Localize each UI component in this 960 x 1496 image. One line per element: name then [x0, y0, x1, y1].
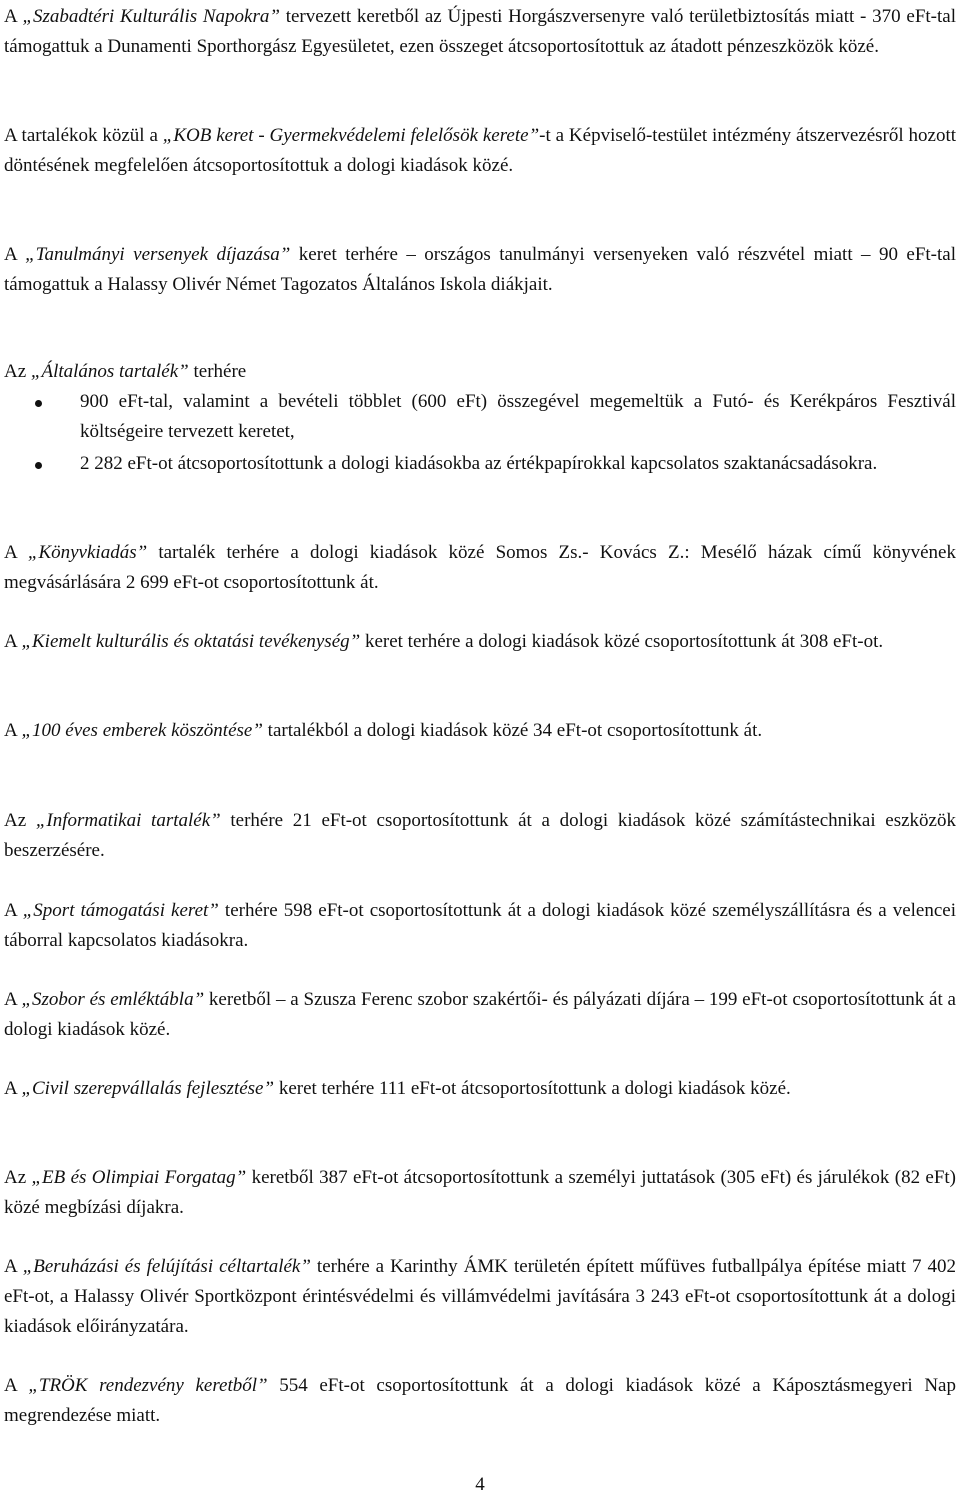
paragraph-kob-keret	[4, 121, 956, 181]
italic-term: „KOB keret - Gyermekvédelemi felelősök kerete”	[162, 125, 540, 146]
paragraph-beruhazasi-celtartalek	[4, 1252, 956, 1342]
text-run: -t a Képviselő-testület intézmény átszervezésről hozott döntésének megfelelően átcsoportosítottuk a dologi kiadások közé.	[4, 125, 957, 176]
text-run: A	[4, 244, 26, 265]
text-run: Az	[4, 810, 36, 831]
italic-term: „100 éves emberek köszöntése”	[21, 720, 263, 741]
text-run: A	[4, 542, 28, 563]
paragraph-informatikai-tartalek	[4, 806, 956, 866]
italic-term: „Szobor és emléktábla”	[21, 989, 205, 1010]
paragraph-kiemelt-kulturalis	[4, 627, 956, 657]
text-run: keretből – a Szusza Ferenc szobor szakértői- és pályázati díjára – 199 eFt-ot csoportosítottunk át a dologi kiadások közé.	[4, 989, 956, 1040]
text-run: keret terhére a dologi kiadások közé csoportosítottunk át 308 eFt-ot.	[360, 631, 884, 652]
italic-term: „TRÖK rendezvény keretből”	[28, 1375, 268, 1396]
text-run: tervezett keretből az Újpesti Horgászversenyre való területbiztosítás miatt - 370 eFt-tal támogattuk a Dunamenti Sporthorgász Egyesületet, ezen összeget átcsoportosítottuk az átadott pénzeszközök közé.	[4, 6, 956, 57]
italic-term: „EB és Olimpiai Forgatag”	[31, 1167, 247, 1188]
italic-term: „Szabadtéri Kulturális Napokra”	[22, 6, 280, 27]
paragraph-szobor-es-emlektabla	[4, 985, 956, 1045]
text-run: A	[4, 720, 22, 741]
paragraph-eb-olimpiai-forgatag	[4, 1163, 956, 1223]
italic-term: „Könyvkiadás”	[27, 542, 148, 563]
paragraph-sport-tamogatasi-keret	[4, 896, 956, 956]
text-run: A tartalékok közül a	[4, 125, 163, 146]
text-run: terhére	[188, 361, 247, 382]
text-run: A	[4, 631, 22, 652]
paragraph-civil-szerepvallalas	[4, 1074, 956, 1104]
text-run: 554 eFt-ot csoportosítottunk át a dologi kiadások közé a Káposztásmegyeri Nap megrendezése miatt.	[4, 1375, 956, 1426]
text-run: A	[4, 989, 22, 1010]
text-run: tartalék terhére a dologi kiadások közé Somos Zs.- Kovács Z.: Mesélő házak című könyvének megvásárlására 2 699 eFt-ot csoportosítottunk át.	[4, 542, 956, 593]
paragraph-szabadteri-kulturalis-napok	[4, 2, 956, 62]
document-page	[4, 0, 956, 1496]
text-run: 900 eFt-tal, valamint a bevételi többlet (600 eFt) összegével megemeltük a Futó- és Kerékpáros Fesztivál költségeire tervezett keretet,	[80, 391, 956, 442]
text-run: terhére 21 eFt-ot csoportosítottunk át a dologi kiadások közé számítástechnikai eszközök beszerzésére.	[4, 810, 956, 861]
text-run: terhére 598 eFt-ot csoportosítottunk át a dologi kiadások közé személyszállításra és a velencei táborral kapcsolatos kiadásokra.	[4, 900, 956, 951]
text-run: keret terhére 111 eFt-ot átcsoportosítottunk a dologi kiadások közé.	[274, 1078, 791, 1099]
text-run: A	[4, 1375, 29, 1396]
bullet-item-ertekpapir	[80, 449, 956, 479]
text-run: A	[4, 900, 23, 921]
text-run: A	[4, 1256, 23, 1277]
bullet-dot	[35, 462, 42, 469]
paragraph-tanulmanyi-versenyek	[4, 240, 956, 300]
paragraph-100-eves-emberek	[4, 716, 956, 746]
paragraph-trok-rendezveny	[4, 1371, 956, 1431]
text-run: keretből 387 eFt-ot átcsoportosítottunk a személyi juttatások (305 eFt) és járulékok (82 eFt) közé megbízási díjakra.	[4, 1167, 957, 1218]
italic-term: „Beruházási és felújítási céltartalék”	[22, 1256, 311, 1277]
text-run: A	[4, 6, 23, 27]
text-run: tartalékból a dologi kiadások közé 34 eFt-ot csoportosítottunk át.	[262, 720, 763, 741]
text-run: Az	[4, 361, 31, 382]
text-run: 2 282 eFt-ot átcsoportosítottunk a dologi kiadásokba az értékpapírokkal kapcsolatos szaktanácsadásokra.	[80, 453, 878, 474]
italic-term: „Sport támogatási keret”	[22, 900, 219, 921]
bullet-item-futo-fesztival	[80, 387, 956, 447]
text-run: A	[4, 1078, 22, 1099]
italic-term: „Kiemelt kulturális és oktatási tevékenység”	[21, 631, 361, 652]
paragraph-konyvkiadas	[4, 538, 956, 598]
italic-term: „Informatikai tartalék”	[35, 810, 221, 831]
text-run: Az	[4, 1167, 32, 1188]
paragraph-altalanos-tartalek	[4, 357, 956, 387]
italic-term: „Civil szerepvállalás fejlesztése”	[21, 1078, 275, 1099]
text-run: keret terhére – országos tanulmányi versenyeken való részvétel miatt – 90 eFt-tal támogattuk a Halassy Olivér Német Tagozatos Általános Iskola diákjait.	[4, 244, 956, 295]
italic-term: „Tanulmányi versenyek díjazása”	[25, 244, 291, 265]
italic-term: „Általános tartalék”	[30, 361, 189, 382]
page-number: 4	[475, 1474, 485, 1495]
bullet-dot	[35, 400, 42, 407]
text-run: terhére a Karinthy ÁMK területén épített műfüves futballpálya építése miatt 7 402 eFt-ot, a Halassy Olivér Sportközpont érintésvédelmi és villámvédelmi javítására 3 243 eFt-ot csoportosítottunk át a dologi kiadások előirányzatára.	[4, 1256, 956, 1337]
